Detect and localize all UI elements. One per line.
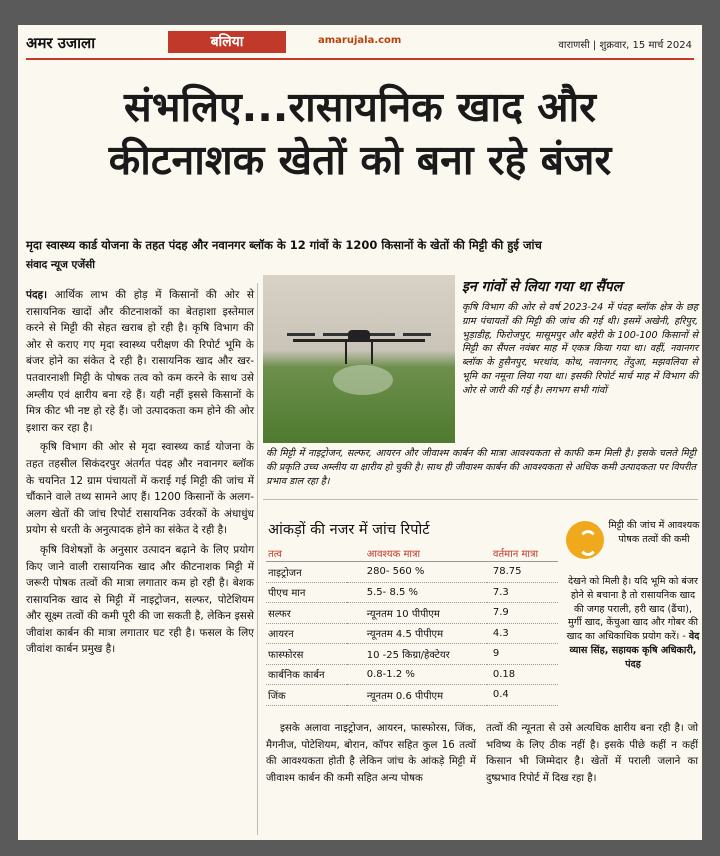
paragraph-1: पंदह। आर्थिक लाभ की होड़ में किसानों की ओर से रासायनिक खादों और कीटनाशकों का बेतहाशा इस्तेमाल करने से मिट्टी की सेहत खराब हो रही है। कृषि विभाग की ओर से कराए गए मृदा स्वास्थ्य परीक्षण की रिपोर्ट भूमि के बंजर होने का संकेत दे रही है। रासायनिक खाद और खर-पतवारनाशी मिट्टी के पोषक तत्व को कम करने के साथ उसे अम्लीय एवं क्षारीय बना रहे हैं। यही नहीं इससे किसानों के मित्र कीट भी नष्ट हो रहे हैं। जो उत्पादकता कम होने की ओर इशारा कर रहा है। [26, 289, 255, 434]
drone-leg [371, 342, 373, 364]
table-row: कार्बनिक कार्बन 0.8-1.2 % 0.18 [266, 664, 558, 685]
article-column-1 [26, 287, 254, 661]
table-row: जिंक न्यूनतम 0.6 पीपीएम 0.4 [266, 685, 558, 706]
pesticide-spray [333, 365, 393, 395]
drone-propeller [287, 333, 315, 336]
masthead-rule [26, 58, 694, 60]
report-table [266, 545, 558, 706]
dateline: वाराणसी | शुक्रवार, 15 मार्च 2024 [558, 40, 692, 51]
website-label: amarujala.com [318, 35, 402, 46]
expert-attribution: वेद व्यास सिंह, सहायक कृषि अधिकारी, पंदह [569, 631, 700, 670]
headline [18, 81, 702, 187]
paragraph-2: कृषि विभाग की ओर से मृदा स्वास्थ्य कार्ड योजना के तहत तहसील सिकंदरपुर अंतर्गत पंदह और नवानगर ब्लॉक के चयनित 12 ग्राम पंचायतों में कराई गई मिट्टी की जांच में चौंकाने वाले तथ्य सामने आए हैं। 1200 किसानों के अलग-अलग खेतों की जांच रिपोर्ट रासायनिक उर्वरकों के अंधाधुंध प्रयोग से धरती के अनुत्पादक होने का संकेत दे रही है। [26, 441, 254, 537]
drone-propeller [403, 333, 431, 336]
newspaper-page [18, 25, 702, 840]
expert-quote [566, 575, 700, 672]
table-row: सल्फर न्यूनतम 10 पीपीएम 7.9 [266, 603, 558, 624]
table-row: पीएच मान 5.5- 8.5 % 7.3 [266, 582, 558, 603]
dateline-place: पंदह। [26, 289, 48, 301]
newspaper-logo: अमर उजाला [26, 34, 96, 52]
table-row: फास्फोरस 10 -25 किग्रा/हेक्टेयर 9 [266, 644, 558, 665]
headline-line-1: संभलिए...रासायनिक खाद और [124, 83, 596, 131]
drone-propeller [323, 333, 351, 336]
expert-quote-lead: मिट्टी की जांच में आवश्यक पोषक तत्वों की कमी [608, 520, 700, 545]
masthead [18, 25, 702, 65]
table-row: आयरन न्यूनतम 4.5 पीपीएम 4.3 [266, 623, 558, 644]
drone-body [348, 330, 370, 342]
sample-box-title: इन गांवों से लिया गया था सैंपल [462, 279, 623, 295]
bottom-paragraph-left: इसके अलावा नाइट्रोजन, आयरन, फास्फोरस, जिंक, मैगनीज, पोटेशियम, बोरान, कॉपर सहित कुल 16 तत्वों की आवश्यकता होती है लेकिन जांच के आंकड़े मिट्टी में जीवाश्म कार्बन की कमी सहित अन्य पोषक [266, 723, 476, 784]
newspaper-quote-icon [566, 521, 604, 559]
header-required: आवश्यक मात्रा [347, 545, 487, 562]
paragraph-3: कृषि विशेषज्ञों के अनुसार उत्पादन बढ़ाने के लिए प्रयोग किए जाने वाली रासायनिक खाद और कीटनाशक मिट्टी में जरूरी पोषक तत्वों की मात्रा लगातार कम हो रही है। बेशक रासायनिक खाद से मिट्टी में नाइट्रोजन, सल्फर, पोटेशियम और सूक्ष्म तत्वों की कमी पूरी की जा सकती है, लेकिन इससे जीवांश कार्बन की मात्रा लगातार घट रही है। फसल के लिए जीवांश कार्बन प्रमुख है। [26, 543, 254, 656]
byline-agency: संवाद न्यूज एजेंसी [26, 259, 95, 271]
city-banner: बलिया [168, 31, 286, 53]
sample-box-text-continued: की मिट्टी में नाइट्रोजन, सल्फर, आयरन और जीवाश्म कार्बन की मात्रा आवश्यकता से काफी कम मिली है। इसके चलते मिट्टी की प्रकृति उच्च अम्लीय या क्षारीय हो चुकी है। साथ ही जीवाश्म कार्बन की आवश्यकता से अधिक कमी उत्पादकता पर विपरीत प्रभाव डाल रहा है। [266, 448, 696, 487]
report-table-title: आंकड़ों की नजर में जांच रिपोर्ट [268, 522, 430, 538]
table-header-row [266, 545, 558, 562]
sample-box-text: कृषि विभाग की ओर से वर्ष 2023-24 में पंदह ब्लॉक क्षेत्र के छह ग्राम पंचायतों की मिट्टी की जांच की गई थी। इसमें अखेनी, हरिपुर, भुड़ाडीह, फिरोजपुर, मासूमपुर और बहेरी के 100-100 किसानों से मिट्टी का सैंपल नवंबर माह में एकत्र किया गया था। वहीं, नवानगर ब्लॉक के हुसैनपुर, भरथांव, कोथ, नवानगर, तेंदुआ, मझवलिया से भूमि का नमूना लिया गया था। इसकी रिपोर्ट मार्च माह में विभाग की ओर से जारी की गई है। लगभग सभी गांवों [462, 302, 698, 396]
header-element: तत्व [266, 545, 347, 562]
headline-line-2: कीटनाशक खेतों को बना रहे बंजर [108, 136, 612, 184]
drone-leg [345, 342, 347, 364]
section-divider [263, 499, 698, 500]
drone-spraying-photo [263, 275, 455, 443]
drone-propeller [367, 333, 395, 336]
bottom-paragraph-right: तत्वों की न्यूनता से उसे अत्यधिक क्षारीय बना रही है। जो भविष्य के लिए ठीक नहीं है। इसके पीछे कहीं न कहीं किसान भी जिम्मेदार है। खेतों में पराली जलाने का दुष्प्रभाव रिपोर्ट में दिख रहा है। [486, 723, 698, 784]
table-row: नाइट्रोजन 280- 560 % 78.75 [266, 562, 558, 583]
deck-subheadline: मृदा स्वास्थ्य कार्ड योजना के तहत पंदह और नवानगर ब्लॉक के 12 गांवों के 1200 किसानों के खेतों की मिट्टी की हुई जांच [26, 238, 542, 252]
header-current: वर्तमान मात्रा [487, 545, 558, 562]
column-divider [257, 283, 258, 835]
expert-quote-body: देखने को मिली है। यदि भूमि को बंजर होने से बचाना है तो रासायनिक खाद की जगह पराली, हरी खाद (ढैंचा), मुर्गी खाद, केंचुआ खाद और गोबर की खाद का अधिकाधिक प्रयोग करें। - [566, 576, 698, 643]
